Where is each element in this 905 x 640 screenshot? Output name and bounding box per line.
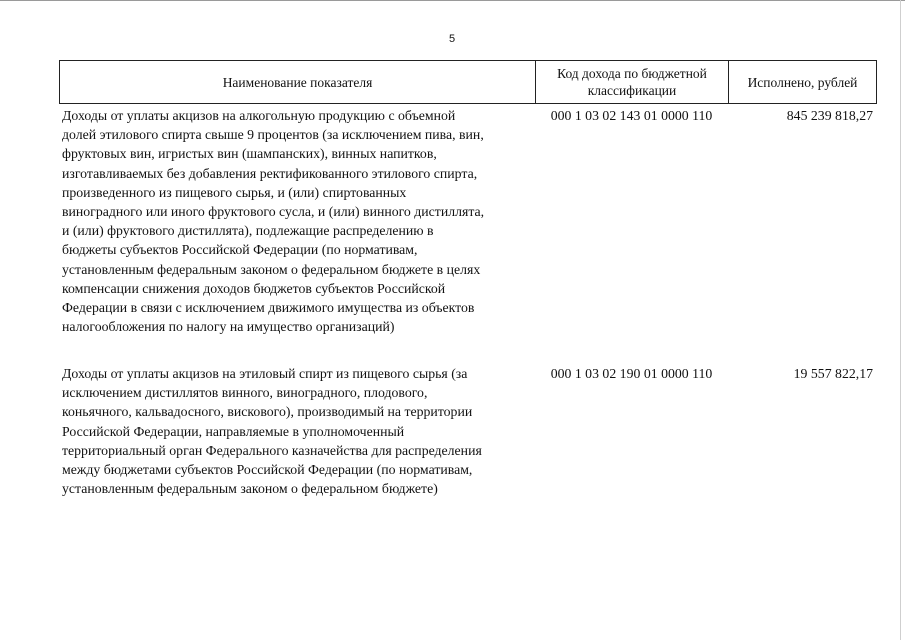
row-indicator-name: Доходы от уплаты акцизов на этиловый спирт из пищевого сырья (за исключением дистиллятов винного, виноградного, плодового, коньячного, кальвадосного, вискового), производимый на территории Российской Федерации, направляемые в уполномоченный территориальный орган Федерального казначейства для распределения между бюджетами субъектов Российской Федерации (по нормативам, установленным федеральным законом о федеральном бюджете) — [62, 366, 482, 497]
column-header-amount: Исполнено, рублей — [747, 74, 858, 90]
table-row — [59, 106, 877, 336]
column-header-name: Наименование показателя — [60, 61, 536, 103]
column-header-code: Код дохода по бюджетной классификации — [536, 61, 729, 103]
table-header-row — [59, 60, 877, 104]
row-income-code: 000 1 03 02 190 01 0000 110 — [550, 366, 713, 381]
row-executed-amount: 19 557 822,17 — [793, 366, 873, 381]
scan-right-edge — [900, 0, 901, 640]
table-row — [59, 364, 877, 498]
row-indicator-name: Доходы от уплаты акцизов на алкогольную продукцию с объемной долей этилового спирта свыше 9 процентов (за исключением пива, вин, фруктовых вин, игристых вин (шампанских), винных напитков, изготавливаемых без добавления ректификованного этилового спирта, произведенного из пищевого сырья, и (или) спиртованных виноградного или иного фруктового сусла, и (или) винного дистиллята, и (или) фруктового дистиллята), подлежащие распределению в бюджеты субъектов Российской Федерации (по нормативам, установленным федеральным законом о федеральном бюджете в целях компенсации снижения доходов бюджетов субъектов Российской Федерации в связи с исключением движимого имущества из объектов налогообложения по налогу на имущество организаций) — [62, 108, 485, 335]
row-income-code: 000 1 03 02 143 01 0000 110 — [550, 108, 713, 123]
page-number: 5 — [448, 33, 456, 45]
scan-top-edge — [0, 0, 905, 1]
row-executed-amount: 845 239 818,27 — [786, 108, 873, 123]
